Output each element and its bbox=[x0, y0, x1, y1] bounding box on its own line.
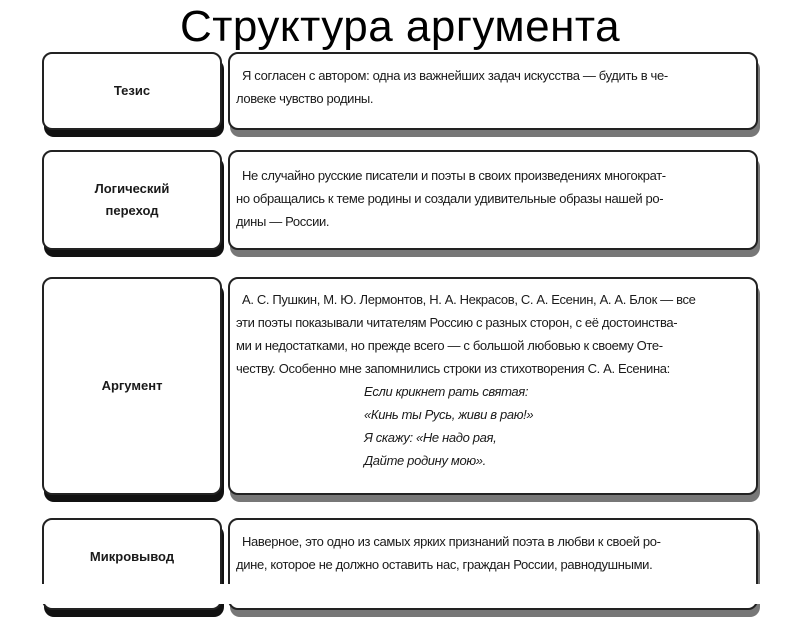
poem-line: Если крикнет рать святая: bbox=[364, 384, 529, 399]
text-line: Не случайно русские писатели и поэты в своих произведениях многократ- bbox=[242, 168, 666, 183]
content-box bbox=[228, 150, 758, 250]
label-box bbox=[42, 277, 222, 495]
text-line: дине, которое не должно оставить нас, граждан России, равнодушными. bbox=[236, 557, 653, 572]
row-thesis bbox=[42, 52, 758, 138]
text-line: честву. Особенно мне запомнились строки из стихотворения С. А. Есенина: bbox=[236, 361, 670, 376]
label-text: переход bbox=[105, 203, 159, 218]
label-text: Логический bbox=[94, 181, 170, 196]
poem-line: Дайте родину мою». bbox=[364, 453, 486, 468]
label-box bbox=[42, 150, 222, 250]
text-line: но обращались к теме родины и создали удивительные образы нашей ро- bbox=[236, 191, 664, 206]
content-box bbox=[228, 52, 758, 130]
text-line: Я согласен с автором: одна из важнейших задач искусства — будить в че- bbox=[242, 68, 668, 83]
text-line: эти поэты показывали читателям Россию с разных сторон, с её достоинства- bbox=[236, 315, 678, 330]
label-text: Аргумент bbox=[101, 378, 163, 393]
text-line: А. С. Пушкин, М. Ю. Лермонтов, Н. А. Некрасов, С. А. Есенин, А. А. Блок — все bbox=[242, 292, 696, 307]
row-logical-transition bbox=[42, 150, 758, 258]
row-argument bbox=[42, 277, 758, 503]
poem-line: «Кинь ты Русь, живи в раю!» bbox=[364, 407, 534, 422]
label-text: Тезис bbox=[113, 83, 151, 98]
label-box bbox=[42, 52, 222, 130]
content-box bbox=[228, 277, 758, 495]
text-line: Наверное, это одно из самых ярких признаний поэта в любви к своей ро- bbox=[242, 534, 661, 549]
label-text: Микровывод bbox=[89, 549, 175, 564]
text-line: ми и недостатками, но прежде всего — с большой любовью к своему Оте- bbox=[236, 338, 663, 353]
text-line: ловеке чувство родины. bbox=[236, 91, 374, 106]
text-line: дины — России. bbox=[236, 214, 330, 229]
page-bottom-cutoff bbox=[0, 584, 800, 604]
poem-line: Я скажу: «Не надо рая, bbox=[364, 430, 497, 445]
slide-title: Структура аргумента bbox=[179, 2, 621, 51]
